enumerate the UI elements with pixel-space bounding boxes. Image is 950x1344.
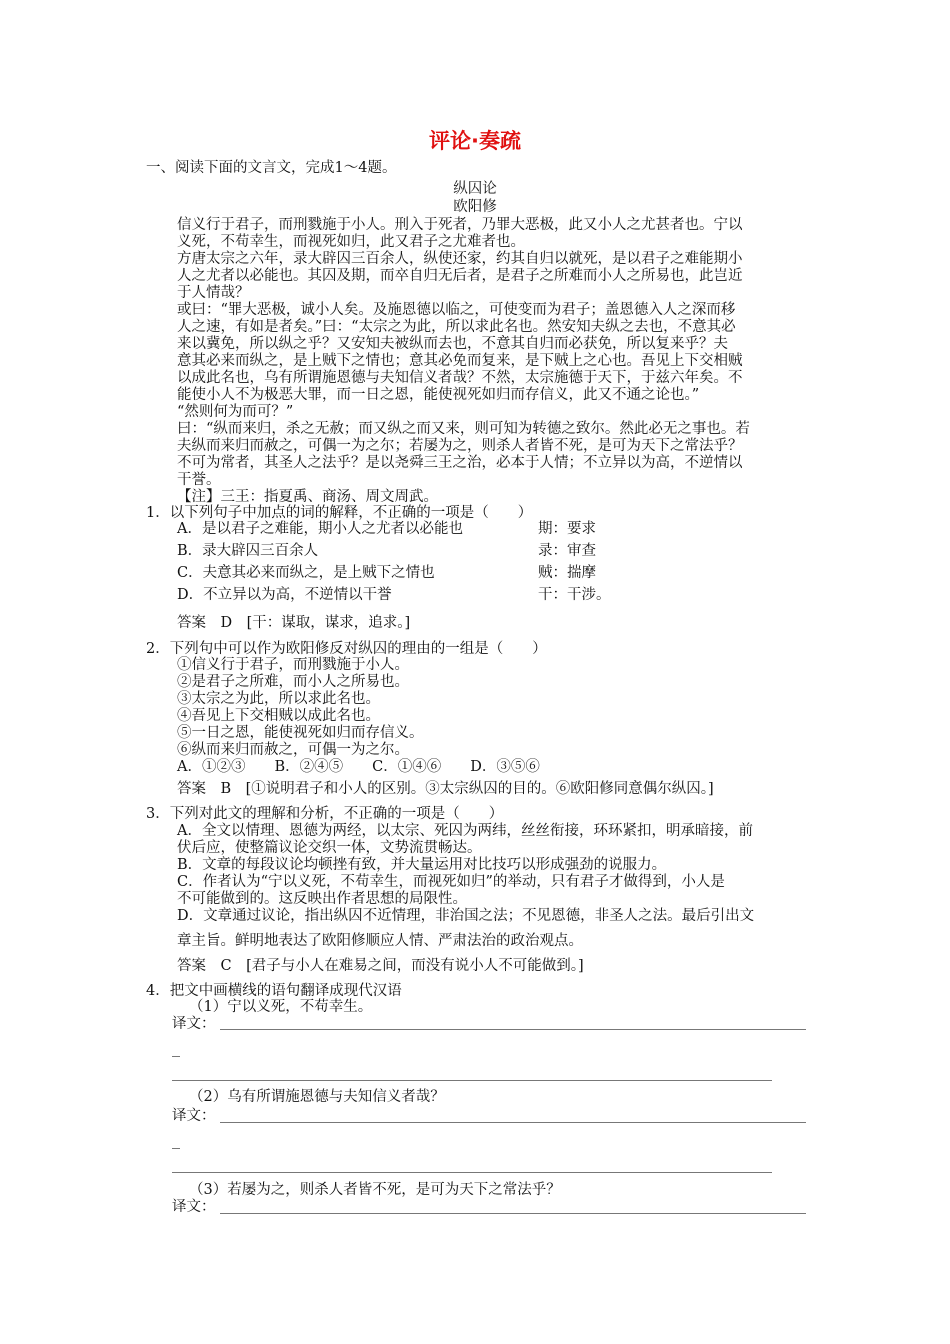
q1-gloss-c: 贼：揣摩 bbox=[538, 565, 596, 581]
question-4-stem: 4．把文中画横线的语句翻译成现代汉语 bbox=[146, 983, 402, 999]
passage-line: 于人情哉？ bbox=[177, 285, 250, 301]
passage-line: 或曰：“罪大恶极，诚小人矣。及施恩德以临之，可使变而为君子；盖恩德入人之深而移 bbox=[177, 302, 736, 318]
question-2-stem: 2．下列句中可以作为欧阳修反对纵囚的理由的一组是（ ） bbox=[146, 641, 547, 657]
q3-line: A．全文以情理、恩德为两经，以太宗、死囚为两纬，丝丝衔接，环环紧扣，明承暗接，前 bbox=[177, 823, 753, 839]
answer-line-dash bbox=[172, 1056, 180, 1057]
page-title: 评论·奏疏 bbox=[429, 129, 521, 153]
q1-option-b: B．录大辟囚三百余人 bbox=[177, 543, 319, 559]
translation-label: 译文： bbox=[172, 1199, 216, 1215]
q2-choices: A．①②③ B．②④⑤ C．①④⑥ D．③⑤⑥ bbox=[177, 759, 540, 775]
translation-label: 译文： bbox=[172, 1016, 216, 1032]
section-intro: 一、阅读下面的文言文，完成1～4题。 bbox=[146, 160, 397, 176]
passage-line: 曰：“纵而来归，杀之无赦；而又纵之而又来，则可知为转德之致尔。然此必无之事也。若 bbox=[177, 421, 750, 437]
q2-item: ⑥纵而来归而赦之，可偶一为之尔。 bbox=[177, 742, 409, 758]
answer-line bbox=[220, 1122, 806, 1123]
translation-label: 译文： bbox=[172, 1108, 216, 1124]
q2-item: ⑤一日之恩，能使视死如归而存信义。 bbox=[177, 725, 424, 741]
passage-line: 意其必来而纵之，是上贼下之情也；意其必免而复来，是下贼上之心也。吾见上下交相贼 bbox=[177, 353, 743, 369]
passage-line: 干誉。 bbox=[177, 472, 221, 488]
passage-line: 方唐太宗之六年，录大辟囚三百余人，纵使还家，约其自归以就死，是以君子之难能期小 bbox=[177, 251, 743, 267]
q3-line: B．文章的每段议论均顿挫有致，并大量运用对比技巧以形成强劲的说服力。 bbox=[177, 857, 667, 873]
passage-line: 人之尤者以必能也。其囚及期，而卒自归无后者，是君子之所难而小人之所易也，此岂近 bbox=[177, 268, 743, 284]
q3-line: D．文章通过议论，指出纵囚不近情理，非治国之法；不见恩德，非圣人之法。最后引出文 bbox=[177, 908, 755, 924]
q3-line: 不可能做到的。这反映出作者思想的局限性。 bbox=[177, 891, 467, 907]
q1-option-d: D．不立异以为高，不逆情以干誉 bbox=[177, 587, 392, 603]
q4-sub-3: （3）若屡为之，则杀人者皆不死，是可为天下之常法乎？ bbox=[189, 1182, 561, 1198]
answer-line bbox=[220, 1213, 806, 1214]
q4-sub-1: （1）宁以义死，不苟幸生。 bbox=[189, 999, 373, 1015]
answer-line bbox=[172, 1080, 772, 1081]
q3-line: 伏后应，使整篇议论交织一体，文势流贯畅达。 bbox=[177, 840, 482, 856]
q2-item: ②是君子之所难，而小人之所易也。 bbox=[177, 674, 409, 690]
q2-item: ④吾见上下交相贼以成此名也。 bbox=[177, 708, 380, 724]
q1-answer: 答案 D [干：谋取，谋求，追求。] bbox=[177, 615, 411, 631]
q2-answer: 答案 B [①说明君子和小人的区别。③太宗纵囚的目的。⑥欧阳修同意偶尔纵囚。] bbox=[177, 781, 714, 797]
passage-author: 欧阳修 bbox=[453, 199, 497, 215]
q3-answer: 答案 C [君子与小人在难易之间，而没有说小人不可能做到。] bbox=[177, 958, 584, 974]
q1-option-a: A．是以君子之难能，期小人之尤者以必能也 bbox=[177, 521, 463, 537]
answer-line-dash bbox=[172, 1148, 180, 1149]
q3-line: C．作者认为“宁以义死，不苟幸生，而视死如归”的举动，只有君子才做得到，小人是 bbox=[177, 874, 725, 890]
passage-line: 以成此名也，乌有所谓施恩德与夫知信义者哉？不然，太宗施德于天下，于兹六年矣。不 bbox=[177, 370, 743, 386]
passage-line: 不可为常者，其圣人之法乎？是以尧舜三王之治，必本于人情；不立异以为高，不逆情以 bbox=[177, 455, 743, 471]
q2-item: ③太宗之为此，所以求此名也。 bbox=[177, 691, 380, 707]
q1-option-c: C．夫意其必来而纵之，是上贼下之情也 bbox=[177, 565, 435, 581]
passage-line: 来以冀免，所以纵之乎？又安知夫被纵而去也，不意其自归而必获免，所以复来乎？夫 bbox=[177, 336, 728, 352]
q1-gloss-d: 干：干涉。 bbox=[538, 587, 611, 603]
q4-sub-2: （2）乌有所谓施恩德与夫知信义者哉？ bbox=[189, 1089, 445, 1105]
q2-item: ①信义行于君子，而刑戮施于小人。 bbox=[177, 657, 409, 673]
passage-line: 义死，不苟幸生，而视死如归，此又君子之尤难者也。 bbox=[177, 234, 525, 250]
q3-line: 章主旨。鲜明地表达了欧阳修顺应人情、严肃法治的政治观点。 bbox=[177, 933, 583, 949]
passage-note: 【注】三王：指夏禹、商汤、周文周武。 bbox=[177, 489, 438, 505]
answer-line bbox=[172, 1172, 772, 1173]
passage-line: 人之速，有如是者矣。”曰：“太宗之为此，所以求此名也。然安知夫纵之去也，不意其必 bbox=[177, 319, 736, 335]
q1-gloss-b: 录：审查 bbox=[538, 543, 596, 559]
question-1-stem: 1．以下列句子中加点的词的解释，不正确的一项是（ ） bbox=[146, 505, 533, 521]
passage-line: 信义行于君子，而刑戮施于小人。刑入于死者，乃罪大恶极，此又小人之尤甚者也。宁以 bbox=[177, 217, 743, 233]
question-3-stem: 3．下列对此文的理解和分析，不正确的一项是（ ） bbox=[146, 806, 504, 822]
answer-line bbox=[220, 1029, 806, 1030]
passage-heading: 纵囚论 bbox=[453, 181, 497, 197]
passage-line: “然则何为而可？” bbox=[177, 404, 294, 420]
passage-line: 能使小人不为极恶大罪，而一日之恩，能使视死如归而存信义，此又不通之论也。” bbox=[177, 387, 700, 403]
passage-line: 夫纵而来归而赦之，可偶一为之尔；若屡为之，则杀人者皆不死，是可为天下之常法乎？ bbox=[177, 438, 743, 454]
q1-gloss-a: 期：要求 bbox=[538, 521, 596, 537]
